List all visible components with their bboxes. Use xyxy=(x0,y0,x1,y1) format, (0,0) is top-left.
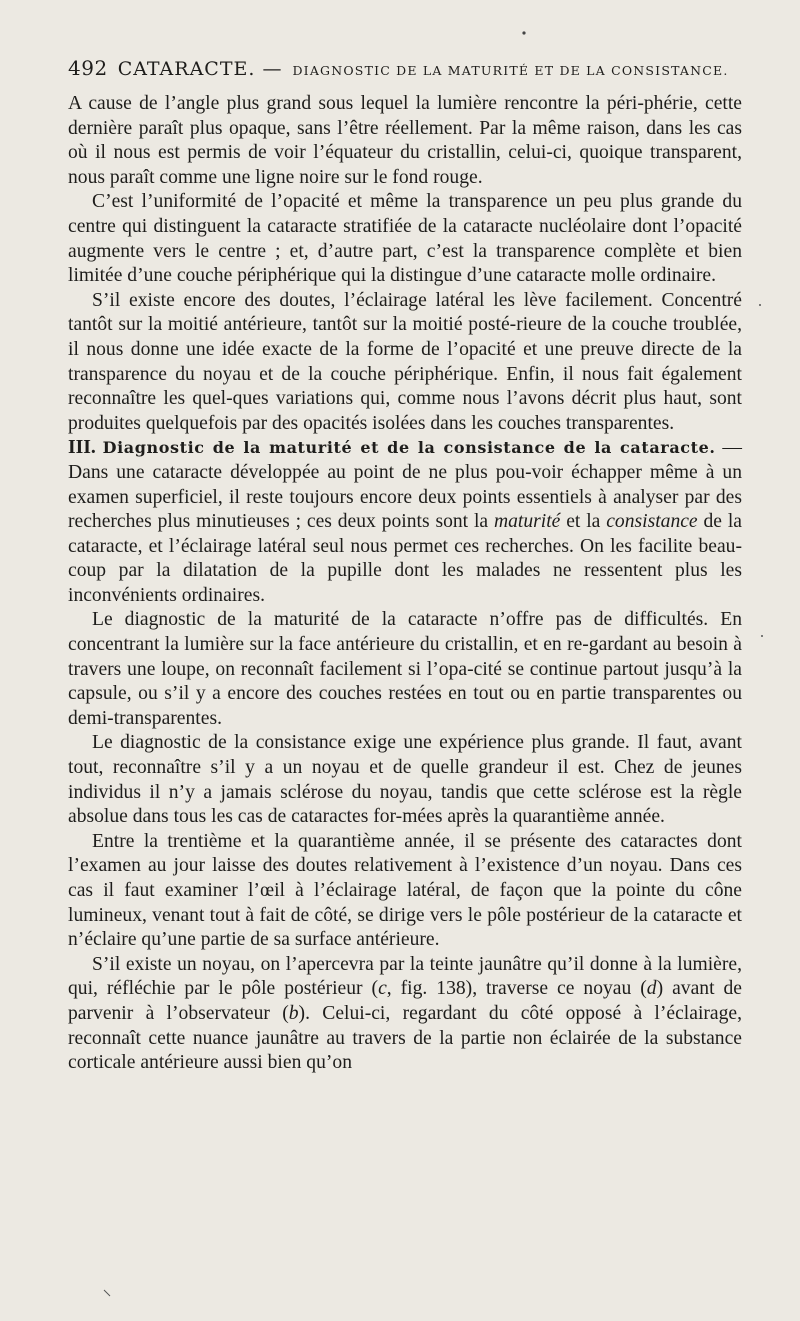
emphasis: c xyxy=(378,978,387,1000)
section-number: III. xyxy=(68,437,96,459)
paragraph: C’est l’uniformité de l’opacité et même la transparence un peu plus grande du centre qui distinguent la cataracte stratifiée de la cataracte nucléolaire dont l’opacité augmente vers le centre ; et, d’autre part, c’est la transparence complète et bien limitée d’une couche périphérique qui la distingue d’une cataracte molle ordinaire. xyxy=(68,191,742,287)
emphasis: consistance xyxy=(606,511,698,533)
paragraph: A cause de l’angle plus grand sous lequel la lumière rencontre la péri-phérie, cette dernière paraît plus opaque, sans l’être réellement. Par la même raison, dans les cas où il nous est permis de voir l’équateur du cristallin, celui-ci, quoique transparent, nous paraît comme une ligne noire sur le fond rouge. xyxy=(68,93,742,188)
text-run: ) avant de parvenir à l’observateur ( xyxy=(68,978,742,1024)
text-run: de la cataracte, et l’éclairage latéral seul nous permet ces recherches. On les facilite beau-coup par la dilatation de la pupille dont les malades ne ressentent plus les inconvénients ordinaires. xyxy=(68,511,742,606)
paragraph: Le diagnostic de la consistance exige une expérience plus grande. Il faut, avant tout, reconnaître s’il y a un noyau et de quelle grandeur il est. Chez de jeunes individus il n’y a jamais sclérose du noyau, tandis que cette sclérose est la règle absolue dans tous les cas de cataractes for-mées après la quarantième année. xyxy=(68,732,742,828)
running-title: CATARACTE. — xyxy=(117,58,283,80)
page-number: 492 xyxy=(68,56,108,80)
emphasis: d xyxy=(646,978,657,1000)
paragraph: Le diagnostic de la maturité de la cataracte n’offre pas de difficultés. En concentrant la lumière sur la face antérieure du cristallin, et en re-gardant au besoin à travers une loupe, on reconnaît facilement si l’opa-cité se continue partout jusqu’à la capsule, ou s’il y a encore des couches restées en tout ou en partie transparentes ou demi-transparentes. xyxy=(68,609,742,729)
text-run: , fig. 138), traverse ce noyau ( xyxy=(386,978,647,1000)
running-subtitle: DIAGNOSTIC DE LA MATURITÉ ET DE LA CONSISTANCE. xyxy=(292,63,729,78)
emphasis: b xyxy=(288,1002,299,1024)
text-run: — Dans une cataracte développée au point de ne plus pou-voir échapper même à un examen superficiel, il reste toujours encore deux points essentiels à analyser par des recherches plus minutieuses ; ces deux points sont la xyxy=(68,437,742,533)
emphasis: maturité xyxy=(493,511,561,533)
paragraph xyxy=(68,953,742,1076)
paragraph: Entre la trentième et la quarantième année, il se présente des cataractes dont l’examen au jour laisse des doutes relativement à l’existence d’un noyau. Dans ces cas il faut examiner l’œil à l’éclairage latéral, de façon que la pointe du cône lumineux, venant tout à fait de côté, se dirige vers le pôle postérieur de la cataracte et n’éclaire qu’une partie de sa surface antérieure. xyxy=(68,830,742,951)
text-run: ). Celui-ci, regardant du côté opposé à l’éclairage, reconnaît cette nuance jaunâtre au travers de la partie non éclairée de la substance corticale antérieure aussi bien qu’on xyxy=(68,1002,742,1074)
text-run: et la xyxy=(560,511,607,533)
text-run: S’il existe un noyau, on l’apercevra par la teinte jaunâtre qu’il donne à la lumière, qui, réfléchie par le pôle postérieur ( xyxy=(68,953,742,1000)
running-header xyxy=(68,56,742,80)
section-heading: Diagnostic de la maturité et de la consistance de la cataracte. xyxy=(102,438,716,458)
section-paragraph xyxy=(68,436,742,608)
paragraph: S’il existe encore des doutes, l’éclairage latéral les lève facilement. Concentré tantôt sur la moitié antérieure, tantôt sur la moitié posté-rieure de la couche troublée, il nous donne une idée exacte de la forme de l’opacité et une preuve directe de la transparence du noyau et de la couche périphérique. Enfin, il nous fait également reconnaître les quel-ques variations qui, comme nous l’avons décrit plus haut, sont produites quelquefois par des opacités isolées dans les couches transparentes. xyxy=(68,289,742,434)
